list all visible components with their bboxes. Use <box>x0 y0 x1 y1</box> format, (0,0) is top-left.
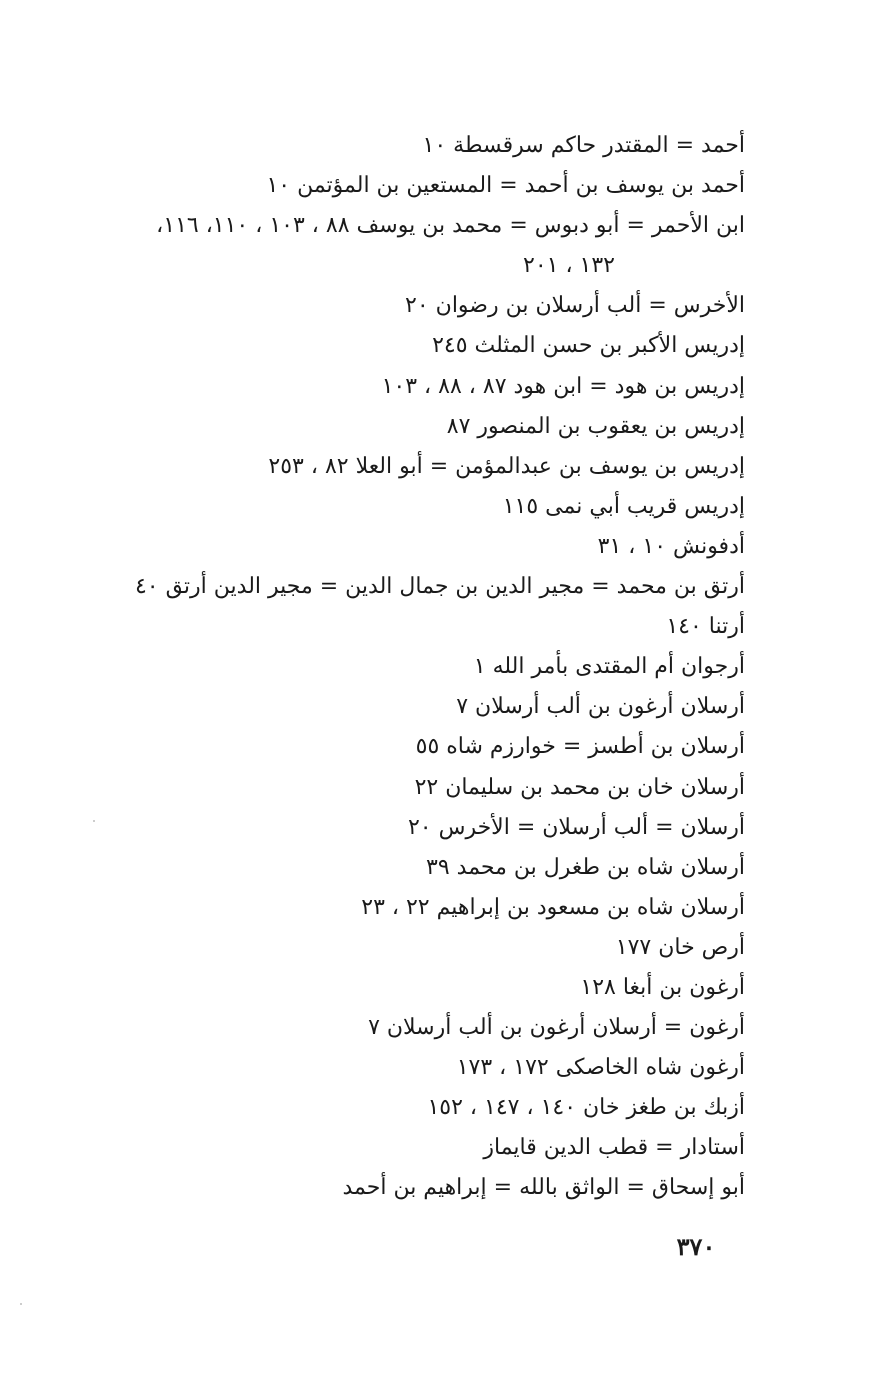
index-entry: ابن الأحمر = أبو دبوس = محمد بن يوسف ٨٨ ، ١٠٣ ، ١١٠، ١١٦، <box>156 213 745 239</box>
index-entry: أرجوان أم المقتدى بأمر الله ١ <box>473 654 745 680</box>
index-entry: أرسلان أرغون بن ألب أرسلان ٧ <box>456 694 745 720</box>
scan-speck <box>20 1303 22 1305</box>
index-entry: أبو إسحاق = الواثق بالله = إبراهيم بن أحمد <box>342 1175 745 1201</box>
index-entries <box>90 126 745 1209</box>
index-entry: أرغون = أرسلان أرغون بن ألب أرسلان ٧ <box>368 1015 745 1041</box>
index-entry: إدريس بن هود = ابن هود ٨٧ ، ٨٨ ، ١٠٣ <box>381 373 745 399</box>
index-entry: أحمد بن يوسف بن أحمد = المستعين بن المؤتمن ١٠ <box>266 173 745 199</box>
index-entry: أرص خان ١٧٧ <box>615 934 745 960</box>
index-entry: أرسلان خان بن محمد بن سليمان ٢٢ <box>414 774 745 800</box>
index-entry: أحمد = المقتدر حاكم سرقسطة ١٠ <box>422 133 745 158</box>
index-entry: إدريس الأكبر بن حسن المثلث ٢٤٥ <box>432 333 745 359</box>
index-entry: إدريس بن يعقوب بن المنصور ٨٧ <box>446 413 745 439</box>
index-entry: أدفونش ١٠ ، ٣١ <box>597 533 745 559</box>
index-entry: أستادار = قطب الدين قايماز <box>483 1135 745 1161</box>
page-number: ٣٧٠ <box>676 1232 716 1261</box>
index-entry: إدريس بن يوسف بن عبدالمؤمن = أبو العلا ٨٢ ، ٢٥٣ <box>268 453 745 479</box>
index-entry: أرتق بن محمد = مجير الدين بن جمال الدين = مجير الدين أرتق ٤٠ <box>134 574 745 600</box>
scan-speck <box>93 820 95 822</box>
index-entry: أرسلان شاه بن طغرل بن محمد ٣٩ <box>426 854 745 880</box>
index-entry: أرسلان بن أطسز = خوارزم شاه ٥٥ <box>415 734 745 760</box>
index-entry: أرغون شاه الخاصكى ١٧٢ ، ١٧٣ <box>456 1055 745 1081</box>
index-entry: أرسلان = ألب أرسلان = الأخرس ٢٠ <box>407 814 745 840</box>
index-entry-continuation: ١٣٢ ، ٢٠١ <box>523 253 615 279</box>
index-entry: أزبك بن طغز خان ١٤٠ ، ١٤٧ ، ١٥٢ <box>427 1095 745 1121</box>
index-entry: أرسلان شاه بن مسعود بن إبراهيم ٢٢ ، ٢٣ <box>361 894 745 920</box>
index-entry: الأخرس = ألب أرسلان بن رضوان ٢٠ <box>405 293 745 319</box>
index-entry: إدريس قريب أبي نمى ١١٥ <box>502 493 745 519</box>
index-entry: أرتنا ١٤٠ <box>666 614 745 640</box>
index-entry: أرغون بن أبغا ١٢٨ <box>580 974 745 1000</box>
